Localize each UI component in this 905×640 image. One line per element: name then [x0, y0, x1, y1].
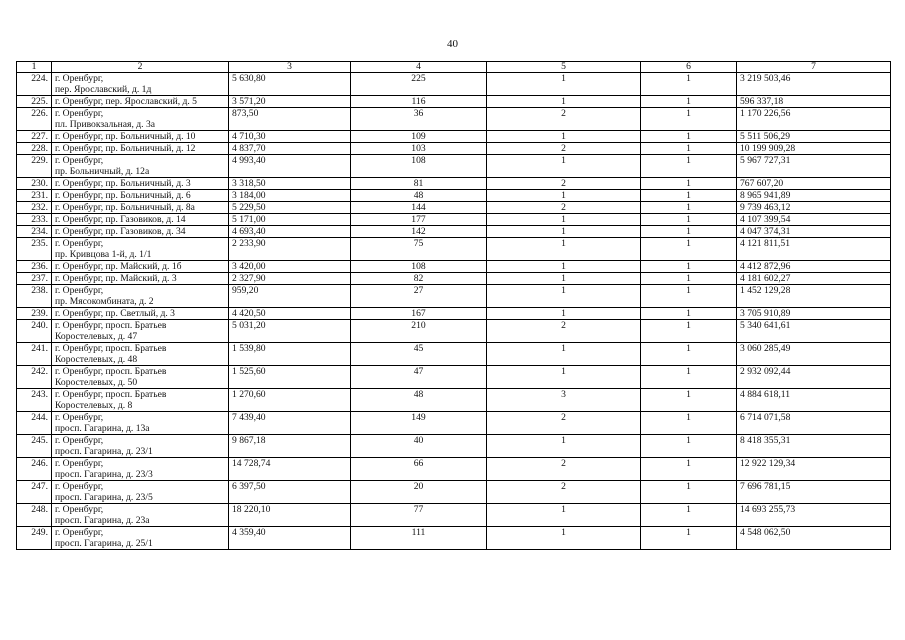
row-number: 225. [17, 96, 52, 108]
col4-value: 47 [351, 366, 487, 389]
row-number: 229. [17, 155, 52, 178]
row-number: 224. [17, 73, 52, 96]
table-row [17, 214, 891, 226]
address-cell [52, 131, 229, 143]
col4-value: 48 [351, 190, 487, 202]
table-row [17, 178, 891, 190]
table-row [17, 73, 891, 96]
col6-value: 1 [641, 261, 737, 273]
address-line: г. Оренбург, пр. Майский, д. 3 [55, 273, 177, 284]
col5-value: 1 [487, 226, 641, 238]
col5-value: 2 [487, 412, 641, 435]
address-line: г. Оренбург, [55, 527, 104, 538]
table-row [17, 273, 891, 285]
header-col-3: 3 [229, 62, 351, 73]
table-row [17, 527, 891, 550]
row-number: 244. [17, 412, 52, 435]
col4-value: 142 [351, 226, 487, 238]
col5-value: 1 [487, 214, 641, 226]
address-line: г. Оренбург, [55, 285, 104, 296]
row-number: 235. [17, 238, 52, 261]
page-number: 40 [447, 38, 458, 50]
col7-value: 4 181 602,27 [737, 273, 891, 285]
col5-value: 2 [487, 320, 641, 343]
address-cell [52, 238, 229, 261]
row-number: 232. [17, 202, 52, 214]
col6-value: 1 [641, 190, 737, 202]
col6-value: 1 [641, 504, 737, 527]
address-line: просп. Гагарина, д. 13а [55, 423, 150, 434]
col4-value: 75 [351, 238, 487, 261]
col5-value: 1 [487, 190, 641, 202]
address-line: г. Оренбург, [55, 73, 104, 84]
col6-value: 1 [641, 131, 737, 143]
address-cell [52, 412, 229, 435]
address-cell [52, 343, 229, 366]
address-line: просп. Гагарина, д. 25/1 [55, 538, 153, 549]
row-number: 233. [17, 214, 52, 226]
col6-value: 1 [641, 389, 737, 412]
col7-value: 5 967 727,31 [737, 155, 891, 178]
col4-value: 149 [351, 412, 487, 435]
col7-value: 14 693 255,73 [737, 504, 891, 527]
row-number: 241. [17, 343, 52, 366]
address-cell [52, 366, 229, 389]
col4-value: 210 [351, 320, 487, 343]
address-line: г. Оренбург, просп. Братьев [55, 366, 167, 377]
address-cell [52, 108, 229, 131]
col3-value: 4 420,50 [229, 308, 351, 320]
col5-value: 2 [487, 481, 641, 504]
header-col-6: 6 [641, 62, 737, 73]
address-line: пр. Кривцова 1-й, д. 1/1 [55, 249, 152, 260]
address-line: г. Оренбург, пр. Больничный, д. 10 [55, 131, 196, 142]
col5-value: 1 [487, 261, 641, 273]
address-line: г. Оренбург, [55, 458, 104, 469]
address-line: г. Оренбург, [55, 481, 104, 492]
header-col-5: 5 [487, 62, 641, 73]
col7-value: 4 047 374,31 [737, 226, 891, 238]
table-row [17, 238, 891, 261]
row-number: 243. [17, 389, 52, 412]
col3-value: 2 327,90 [229, 273, 351, 285]
address-line: Коростелевых, д. 48 [55, 354, 138, 365]
table-row [17, 389, 891, 412]
col6-value: 1 [641, 214, 737, 226]
col5-value: 2 [487, 202, 641, 214]
col6-value: 1 [641, 366, 737, 389]
col5-value: 1 [487, 73, 641, 96]
address-line: г. Оренбург, пр. Больничный, д. 8а [55, 202, 195, 213]
row-number: 226. [17, 108, 52, 131]
address-line: пл. Привокзальная, д. 3а [55, 119, 156, 130]
col4-value: 111 [351, 527, 487, 550]
address-cell [52, 389, 229, 412]
col6-value: 1 [641, 308, 737, 320]
table-row [17, 343, 891, 366]
address-line: г. Оренбург, просп. Братьев [55, 320, 167, 331]
col5-value: 1 [487, 527, 641, 550]
address-cell [52, 73, 229, 96]
col3-value: 3 318,50 [229, 178, 351, 190]
table-row [17, 190, 891, 202]
col5-value: 1 [487, 96, 641, 108]
table-row [17, 458, 891, 481]
col6-value: 1 [641, 527, 737, 550]
row-number: 240. [17, 320, 52, 343]
address-line: просп. Гагарина, д. 23/3 [55, 469, 153, 480]
address-line: г. Оренбург, пр. Газовиков, д. 14 [55, 214, 186, 225]
col7-value: 4 412 872,96 [737, 261, 891, 273]
table-row [17, 226, 891, 238]
table-row [17, 131, 891, 143]
col7-value: 4 548 062,50 [737, 527, 891, 550]
col3-value: 4 837,70 [229, 143, 351, 155]
address-line: г. Оренбург, пр. Светлый, д. 3 [55, 308, 175, 319]
col5-value: 3 [487, 389, 641, 412]
col4-value: 20 [351, 481, 487, 504]
address-line: г. Оренбург, пр. Майский, д. 1б [55, 261, 182, 272]
address-line: г. Оренбург, просп. Братьев [55, 343, 167, 354]
col4-value: 36 [351, 108, 487, 131]
col6-value: 1 [641, 178, 737, 190]
address-line: пр. Мясокомбината, д. 2 [55, 296, 154, 307]
col6-value: 1 [641, 143, 737, 155]
header-col-4: 4 [351, 62, 487, 73]
header-row [17, 62, 891, 73]
col5-value: 1 [487, 285, 641, 308]
address-line: пер. Ярославский, д. 1д [55, 84, 152, 95]
col4-value: 108 [351, 261, 487, 273]
row-number: 247. [17, 481, 52, 504]
table-row [17, 320, 891, 343]
address-cell [52, 435, 229, 458]
col4-value: 116 [351, 96, 487, 108]
col3-value: 1 539,80 [229, 343, 351, 366]
row-number: 234. [17, 226, 52, 238]
col6-value: 1 [641, 155, 737, 178]
row-number: 248. [17, 504, 52, 527]
address-line: г. Оренбург, [55, 412, 104, 423]
table-row [17, 412, 891, 435]
col6-value: 1 [641, 343, 737, 366]
table-row [17, 143, 891, 155]
col3-value: 3 571,20 [229, 96, 351, 108]
col4-value: 177 [351, 214, 487, 226]
table-row [17, 261, 891, 273]
housing-registry-table [16, 61, 891, 550]
header-col-1: 1 [17, 62, 52, 73]
address-line: г. Оренбург, [55, 435, 104, 446]
col4-value: 225 [351, 73, 487, 96]
col7-value: 5 340 641,61 [737, 320, 891, 343]
address-cell [52, 202, 229, 214]
address-line: г. Оренбург, [55, 504, 104, 515]
table-row [17, 155, 891, 178]
col3-value: 4 359,40 [229, 527, 351, 550]
col3-value: 18 220,10 [229, 504, 351, 527]
col3-value: 2 233,90 [229, 238, 351, 261]
address-cell [52, 308, 229, 320]
row-number: 245. [17, 435, 52, 458]
col3-value: 5 031,20 [229, 320, 351, 343]
address-line: г. Оренбург, пр. Больничный, д. 3 [55, 178, 191, 189]
col7-value: 4 884 618,11 [737, 389, 891, 412]
col5-value: 1 [487, 504, 641, 527]
address-line: г. Оренбург, [55, 238, 104, 249]
col7-value: 9 739 463,12 [737, 202, 891, 214]
col3-value: 959,20 [229, 285, 351, 308]
col3-value: 873,50 [229, 108, 351, 131]
col5-value: 1 [487, 435, 641, 458]
col7-value: 7 696 781,15 [737, 481, 891, 504]
address-cell [52, 178, 229, 190]
address-cell [52, 481, 229, 504]
col5-value: 2 [487, 143, 641, 155]
col7-value: 3 705 910,89 [737, 308, 891, 320]
col5-value: 1 [487, 131, 641, 143]
col3-value: 5 229,50 [229, 202, 351, 214]
col3-value: 3 420,00 [229, 261, 351, 273]
address-cell [52, 458, 229, 481]
col4-value: 82 [351, 273, 487, 285]
col3-value: 4 993,40 [229, 155, 351, 178]
row-number: 242. [17, 366, 52, 389]
row-number: 230. [17, 178, 52, 190]
col3-value: 14 728,74 [229, 458, 351, 481]
col7-value: 6 714 071,58 [737, 412, 891, 435]
col7-value: 4 107 399,54 [737, 214, 891, 226]
table-row [17, 285, 891, 308]
col6-value: 1 [641, 273, 737, 285]
address-line: Коростелевых, д. 50 [55, 377, 138, 388]
table-row [17, 366, 891, 389]
col4-value: 81 [351, 178, 487, 190]
address-line: просп. Гагарина, д. 23/1 [55, 446, 153, 457]
col3-value: 3 184,00 [229, 190, 351, 202]
address-line: г. Оренбург, [55, 108, 104, 119]
col4-value: 109 [351, 131, 487, 143]
col6-value: 1 [641, 238, 737, 261]
row-number: 249. [17, 527, 52, 550]
address-line: пр. Больничный, д. 12а [55, 166, 150, 177]
address-line: г. Оренбург, пр. Газовиков, д. 34 [55, 226, 186, 237]
col6-value: 1 [641, 73, 737, 96]
col4-value: 108 [351, 155, 487, 178]
address-line: просп. Гагарина, д. 23а [55, 515, 150, 526]
col6-value: 1 [641, 285, 737, 308]
col6-value: 1 [641, 202, 737, 214]
col3-value: 5 630,80 [229, 73, 351, 96]
col6-value: 1 [641, 226, 737, 238]
col7-value: 12 922 129,34 [737, 458, 891, 481]
table-row [17, 202, 891, 214]
col3-value: 5 171,00 [229, 214, 351, 226]
row-number: 228. [17, 143, 52, 155]
row-number: 239. [17, 308, 52, 320]
col7-value: 767 607,20 [737, 178, 891, 190]
col5-value: 2 [487, 178, 641, 190]
col7-value: 596 337,18 [737, 96, 891, 108]
col7-value: 8 418 355,31 [737, 435, 891, 458]
col7-value: 3 060 285,49 [737, 343, 891, 366]
address-line: г. Оренбург, [55, 155, 104, 166]
col5-value: 1 [487, 343, 641, 366]
col5-value: 1 [487, 366, 641, 389]
col3-value: 4 693,40 [229, 226, 351, 238]
header-col-7: 7 [737, 62, 891, 73]
table-row [17, 108, 891, 131]
address-cell [52, 214, 229, 226]
table-row [17, 481, 891, 504]
col3-value: 7 439,40 [229, 412, 351, 435]
col4-value: 66 [351, 458, 487, 481]
col6-value: 1 [641, 96, 737, 108]
address-cell [52, 155, 229, 178]
col6-value: 1 [641, 481, 737, 504]
col3-value: 1 270,60 [229, 389, 351, 412]
col4-value: 103 [351, 143, 487, 155]
header-col-2: 2 [52, 62, 229, 73]
row-number: 231. [17, 190, 52, 202]
address-cell [52, 96, 229, 108]
col4-value: 77 [351, 504, 487, 527]
address-line: Коростелевых, д. 8 [55, 400, 133, 411]
address-line: г. Оренбург, пр. Больничный, д. 6 [55, 190, 191, 201]
col3-value: 6 397,50 [229, 481, 351, 504]
row-number: 236. [17, 261, 52, 273]
row-number: 237. [17, 273, 52, 285]
table-row [17, 96, 891, 108]
col6-value: 1 [641, 435, 737, 458]
col7-value: 1 170 226,56 [737, 108, 891, 131]
address-cell [52, 226, 229, 238]
table-row [17, 435, 891, 458]
address-cell [52, 261, 229, 273]
col5-value: 1 [487, 308, 641, 320]
table-row [17, 308, 891, 320]
address-cell [52, 273, 229, 285]
address-cell [52, 320, 229, 343]
col5-value: 2 [487, 458, 641, 481]
address-line: просп. Гагарина, д. 23/5 [55, 492, 153, 503]
col4-value: 144 [351, 202, 487, 214]
address-cell [52, 527, 229, 550]
col4-value: 167 [351, 308, 487, 320]
address-cell [52, 504, 229, 527]
col4-value: 40 [351, 435, 487, 458]
col4-value: 45 [351, 343, 487, 366]
table-row [17, 504, 891, 527]
col7-value: 2 932 092,44 [737, 366, 891, 389]
address-line: Коростелевых, д. 47 [55, 331, 138, 342]
col3-value: 1 525,60 [229, 366, 351, 389]
col7-value: 10 199 909,28 [737, 143, 891, 155]
row-number: 246. [17, 458, 52, 481]
col4-value: 27 [351, 285, 487, 308]
col6-value: 1 [641, 108, 737, 131]
table-body [17, 73, 891, 550]
address-cell [52, 285, 229, 308]
col5-value: 1 [487, 238, 641, 261]
col5-value: 1 [487, 273, 641, 285]
address-cell [52, 190, 229, 202]
col7-value: 1 452 129,28 [737, 285, 891, 308]
address-line: г. Оренбург, просп. Братьев [55, 389, 167, 400]
col7-value: 4 121 811,51 [737, 238, 891, 261]
row-number: 227. [17, 131, 52, 143]
col7-value: 5 511 506,29 [737, 131, 891, 143]
col7-value: 3 219 503,46 [737, 73, 891, 96]
col3-value: 9 867,18 [229, 435, 351, 458]
col3-value: 4 710,30 [229, 131, 351, 143]
col6-value: 1 [641, 320, 737, 343]
col4-value: 48 [351, 389, 487, 412]
col6-value: 1 [641, 412, 737, 435]
address-line: г. Оренбург, пр. Больничный, д. 12 [55, 143, 196, 154]
col5-value: 1 [487, 155, 641, 178]
address-line: г. Оренбург, пер. Ярославский, д. 5 [55, 96, 197, 107]
col6-value: 1 [641, 458, 737, 481]
row-number: 238. [17, 285, 52, 308]
col5-value: 2 [487, 108, 641, 131]
address-cell [52, 143, 229, 155]
col7-value: 8 965 941,89 [737, 190, 891, 202]
